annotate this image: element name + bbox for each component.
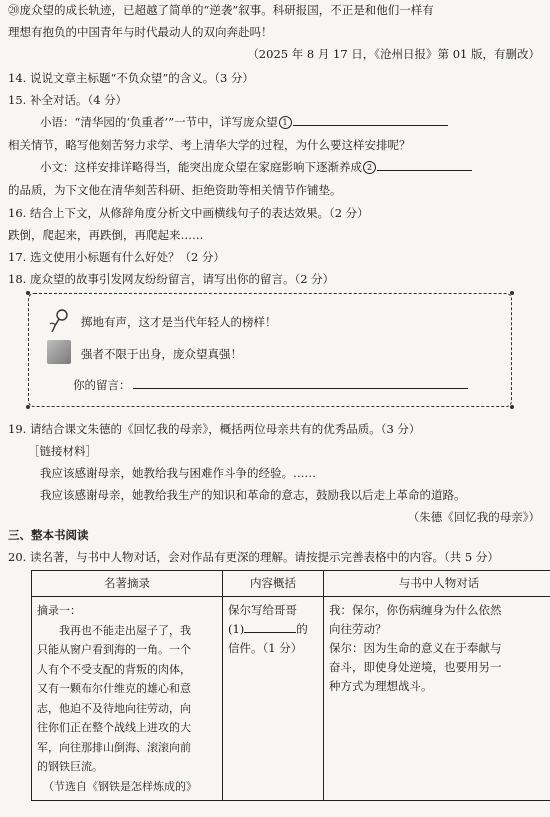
excerpt-line: 往你们正在整个战线上进攻的大 [37, 721, 191, 734]
excerpt-line: 我再也不能走出屋子了，我 [59, 623, 191, 637]
excerpt-line: 志，他迫不及待地向往劳动，向 [37, 701, 191, 715]
question-20: 20. 读名著，与书中人物对话，会对作品有更深的理解。请按提示完善表格中的内容。（共 5 分） [8, 550, 499, 564]
table-header: 与书中人物对话 [324, 571, 550, 597]
link-source: （朱德《回忆我的母亲》） [407, 510, 540, 524]
message-board [28, 293, 512, 407]
question-17: 17. 选文使用小标题有什么好处？（2 分） [8, 250, 225, 264]
corner-dot [26, 291, 30, 295]
excerpt-source: （节选自《钢铁是怎样炼成的》 [43, 779, 197, 793]
passage-line: ⑳庞众望的成长轨迹，已超越了简单的“逆袭”叙事。科研报国，不正是和他们一样有 [8, 3, 434, 17]
summary-text: 保尔写给哥哥 [228, 603, 297, 617]
dialog-line [40, 159, 472, 175]
dialog-line: 相关情节，略写他刻苦努力求学、考上清华大学的过程，为什么要这样安排呢？ [8, 138, 411, 152]
dialog-line: 种方式为理想战斗。 [329, 679, 433, 693]
table-header: 内容概括 [223, 571, 324, 597]
message-answer-line[interactable] [133, 376, 468, 389]
photo-avatar-icon [47, 340, 71, 364]
dialog-text: 小文：这样安排详略得当，能突出庞众望在家庭影响下逐渐养成 [40, 160, 362, 174]
link-material-label: ［链接材料］ [28, 444, 97, 458]
summary-text: 信件。（1 分） [228, 641, 303, 655]
flower-avatar-icon [47, 308, 73, 334]
table-header-row [32, 571, 550, 597]
blank-number: (1) [228, 622, 245, 636]
blank-number: 2 [363, 161, 376, 174]
dialog-line: 向往劳动？ [329, 622, 387, 636]
excerpt-label: 摘录一： [37, 604, 81, 617]
link-paragraph: 我应该感谢母亲，她教给我生产的知识和革命的意志，鼓励我以后走上革命的道路。 [40, 488, 466, 502]
passage-source: （2025 年 8 月 17 日，《沧州日报》第 01 版，有删改） [247, 47, 540, 61]
passage-line: 理想有抱负的中国青年与时代最动人的双向奔赴吗！ [8, 25, 273, 39]
question-19: 19. 请结合课文朱德的《回忆我的母亲》，概括两位母亲共有的优秀品质。（3 分） [8, 422, 421, 436]
dialog-cell [324, 597, 550, 801]
quoted-sentence: 跌倒，爬起来，再跌倒，再爬起来…… [8, 228, 204, 242]
question-18: 18. 庞众望的故事引发网友纷纷留言，请写出你的留言。（2 分） [8, 272, 335, 286]
summary-text: 的 [296, 622, 308, 636]
corner-dot [26, 405, 30, 409]
dialog-line: 奋斗，即使身处逆境，也要用另一 [329, 660, 502, 674]
dialog-line: 保尔：因为生命的意义在于奉献与 [329, 641, 502, 655]
excerpt-line: 军，向往那排山倒海、滚滚向前 [37, 740, 191, 754]
table-header: 名著摘录 [32, 571, 223, 597]
question-16: 16. 结合上下文，从修辞角度分析文中画横线句子的表达效果。（2 分） [8, 206, 369, 220]
netizen-message: 强者不限于出身，庞众望真强！ [81, 347, 242, 361]
your-message [73, 376, 468, 393]
dialog-line: 我：保尔，你伤病缠身为什么依然 [329, 603, 502, 617]
blank-number: 1 [279, 116, 292, 129]
dialog-line: 的品质，为下文他在清华刻苦科研、拒绝资助等相关情节作铺垫。 [8, 183, 342, 197]
question-15: 15. 补全对话。（4 分） [8, 93, 128, 107]
netizen-message: 掷地有声，这才是当代年轻人的榜样！ [81, 315, 277, 329]
table-row [32, 597, 550, 801]
answer-blank[interactable] [293, 114, 448, 126]
answer-blank[interactable] [377, 159, 472, 171]
your-message-label: 你的留言： [73, 378, 131, 392]
reading-table [31, 570, 550, 801]
excerpt-line: 人有个不受支配的背叛的肉体， [37, 662, 191, 676]
question-14: 14. 说说文章主标题“不负众望”的含义。（3 分） [8, 71, 254, 85]
corner-dot [510, 405, 514, 409]
excerpt-cell [32, 597, 223, 801]
dialog-line [40, 114, 448, 130]
dialog-text: 小语：“清华园的‘负重者’”一节中，详写庞众望 [40, 115, 278, 129]
corner-dot [510, 291, 514, 295]
excerpt-line: 只能从窗户看到海的一角。一个 [37, 643, 191, 656]
excerpt-line: 的钢铁巨流。 [37, 760, 103, 773]
link-paragraph: 我应该感谢母亲，她教给我与困难作斗争的经验。…… [40, 466, 316, 480]
answer-blank[interactable] [244, 621, 296, 633]
summary-cell [223, 597, 324, 801]
excerpt-line: 又有一颗布尔什维克的雄心和意 [37, 682, 191, 695]
summary-blank-line [228, 620, 318, 639]
section-heading: 三、整本书阅读 [8, 528, 89, 542]
